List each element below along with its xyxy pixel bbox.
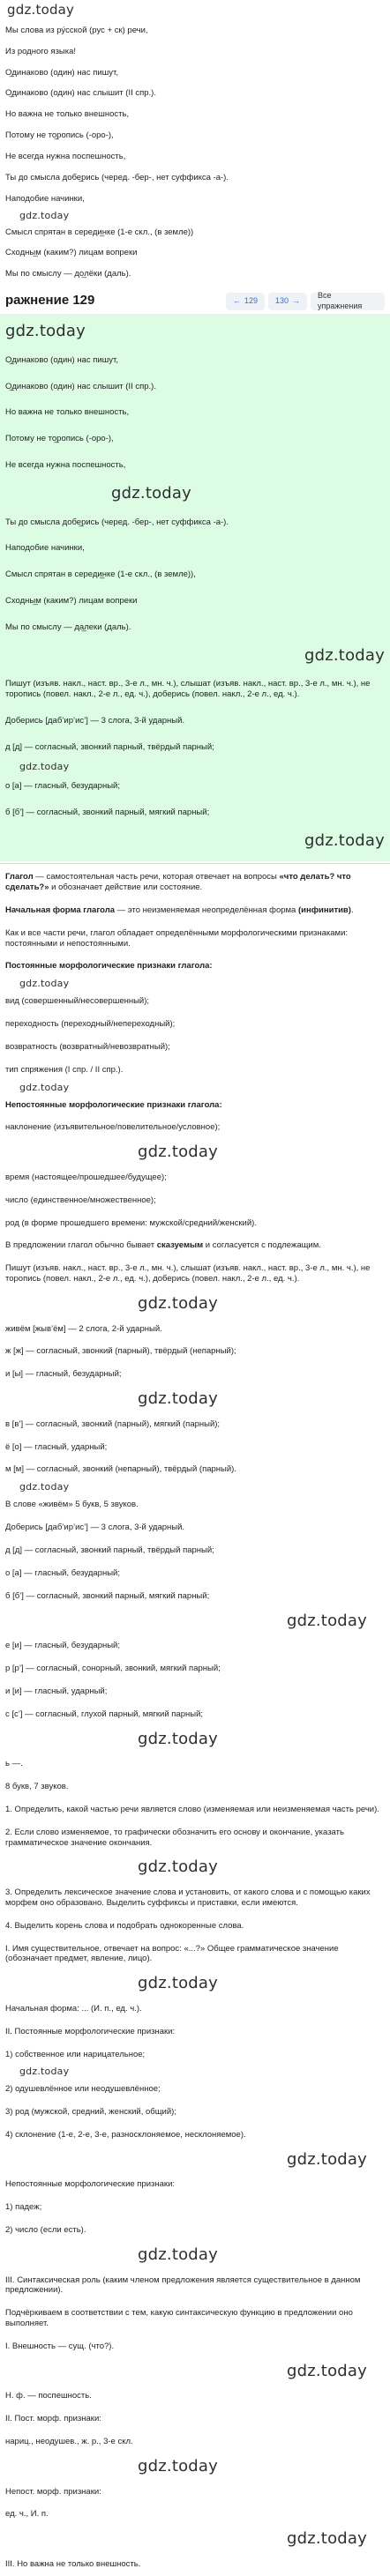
- watermark: gdz.today: [138, 1294, 219, 1313]
- answer-line: Пишут (изъяв. накл., наст. вр., 3-е л., мн. ч.), слышат (изъяв. накл., наст. вр., 3-е л., мн. ч.), не торопись (повел. накл., 2-е л., ед. ч.), доберись (повел. накл., 2-е л., ед. ч.).: [5, 679, 371, 700]
- body-line: в [в’] — согласный, звонкий (парный), мягкий (парный);: [5, 1418, 221, 1429]
- body-line: ед. ч., И. п.: [5, 2509, 49, 2520]
- body-line: 2) одушевлённое или неодушевлённое;: [5, 2084, 161, 2095]
- answer-line: д [д] — согласный, звонкий парный, твёрдый парный;: [5, 742, 214, 752]
- body-line: Непостоянные морфологические признаки:: [5, 2179, 176, 2190]
- body-line: III. Но важна не только внешность.: [5, 2558, 141, 2569]
- body-line: нариц., неодушев., ж. р., 3-е скл.: [5, 2437, 133, 2447]
- watermark: gdz.today: [286, 1611, 367, 1630]
- body-line: б [б’] — согласный, звонкий парный, мягкий парный;: [5, 1590, 210, 1601]
- body-line: вид (совершенный/несовершенный);: [5, 996, 150, 1007]
- watermark: gdz.today: [19, 760, 70, 772]
- answer-line: О̲динаково (один) нас пишут,: [5, 354, 118, 365]
- body-line: 4. Выделить корень слова и подобрать однокоренные слова.: [5, 1920, 244, 1931]
- poem-line: Из родного языка!: [5, 46, 77, 56]
- watermark-logo: gdz.today: [7, 2, 75, 18]
- body-line: Доберись [даб’ир’ис’] — 3 слога, 3-й ударный.: [5, 1523, 185, 1532]
- next-exercise-label: 130: [274, 296, 289, 305]
- body-line: о [а] — гласный, безударный;: [5, 1567, 120, 1578]
- watermark: gdz.today: [138, 2245, 219, 2264]
- body-line: возвратность (возвратный/невозвратный);: [5, 1041, 170, 1052]
- body-line: II. Постоянные морфологические признаки:: [5, 2026, 176, 2036]
- body-line: с [с’] — согласный, глухой парный, мягкий парный;: [5, 1709, 204, 1719]
- body-line: и [ы] — гласный, безударный;: [5, 1369, 122, 1380]
- answer-panel: [0, 315, 390, 861]
- body-line: Н. ф. — поспешность.: [5, 2391, 92, 2401]
- body-line: 1) падеж;: [5, 2202, 42, 2213]
- body-line: Постоянные морфологические признаки глагола:: [5, 961, 213, 972]
- body-line: I. Внешность — сущ. (что?).: [5, 2341, 115, 2351]
- answer-line: Смысл спрятан в середи̲нке (1-е скл., (в земле)),: [5, 570, 196, 580]
- poem-line: Не всегда нужна поспешность,: [5, 152, 126, 161]
- body-line: 3. Определить лексическое значение слова и установить, от какого слова и с помощью каких морфем оно образовано. Выделить суффиксы и приставки, если имеются.: [5, 1887, 371, 1908]
- body-line: В предложении глагол обычно бывает сказуемым и согласуется с подлежащим.: [5, 1240, 321, 1251]
- body-line: 2) число (если есть).: [5, 2225, 86, 2236]
- watermark: gdz.today: [286, 2149, 367, 2169]
- watermark: gdz.today: [138, 2457, 219, 2475]
- body-line: тип спряжения (I спр. / II спр.).: [5, 1064, 124, 1075]
- prev-exercise-button[interactable]: [226, 293, 265, 310]
- body-line: 3) род (мужской, средний, женский, общий);: [5, 2107, 176, 2118]
- divider: [0, 863, 390, 864]
- body-line: III. Синтаксическая роль (каким членом предложения является существительное в данном предложении).: [5, 2274, 361, 2296]
- watermark: gdz.today: [138, 1729, 219, 1748]
- body-line: Начальная форма глагола — это неизменяемая неопределённая форма (инфинитив).: [5, 905, 354, 915]
- body-line: наклонение (изъявительное/повелительное/условное);: [5, 1122, 221, 1133]
- body-line: Непост. морф. признаки:: [5, 2486, 101, 2497]
- body-line: I. Имя существительное, отвечает на вопрос: «...?» Общее грамматическое значение (обозначает предмет, явление, лицо).: [5, 1943, 339, 1964]
- poem-line: Потому не то̲ропись (-оро-),: [5, 130, 114, 141]
- all-exercises-button[interactable]: Все упражнения: [311, 293, 385, 310]
- watermark: gdz.today: [5, 322, 86, 341]
- theory-section: [5, 866, 385, 2576]
- next-exercise-button[interactable]: [268, 293, 307, 310]
- watermark: gdz.today: [19, 1481, 70, 1493]
- answer-line: Ты до смысла добе̲рись (черед. -бер-, нет суффикса -а-).: [5, 517, 229, 527]
- watermark: gdz.today: [19, 978, 70, 990]
- poem-line: Сходны̲м (каким?) лицам вопреки: [5, 248, 138, 258]
- poem-line: О̲динаково (один) нас пишут,: [5, 67, 118, 78]
- poem-block: [5, 20, 385, 285]
- body-line: 1) собственное или нарицательное;: [5, 2049, 146, 2059]
- body-line: 2. Если слово изменяемое, то графически обозначить его основу и окончание, указать грамматическое значение окончания.: [5, 1827, 344, 1848]
- body-line: ё [о] — гласный, ударный;: [5, 1441, 108, 1452]
- answer-line: Сходны̲м (каким?) лицам вопреки: [5, 596, 138, 607]
- watermark: gdz.today: [304, 830, 385, 850]
- body-line: 1. Определить, какой частью речи является слово (изменяемая или неизменяемая часть речи).: [5, 1804, 379, 1814]
- watermark: gdz.today: [19, 1081, 70, 1093]
- body-line: живём [жыв’ём] — 2 слога, 2-й ударный.: [5, 1323, 162, 1334]
- watermark: gdz.today: [286, 2529, 367, 2549]
- body-line: р [р’] — согласный, сонорный, звонкий, мягкий парный;: [5, 1663, 221, 1673]
- body-line: Глагол — самостоятельная часть речи, которая отвечает на вопросы «что делать? что сделать?» и обозначает действие или состояние.: [5, 872, 351, 892]
- watermark: gdz.today: [19, 209, 70, 221]
- body-line: переходность (переходный/непереходный);: [5, 1019, 176, 1029]
- body-line: и [и] — гласный, ударный;: [5, 1686, 108, 1696]
- poem-line: Смысл спрятан в середи̲нке (1-е скл., (в земле)): [5, 227, 194, 237]
- body-line: В слове «живём» 5 букв, 5 звуков.: [5, 1500, 139, 1510]
- poem-line: Но важна не только внешность,: [5, 109, 130, 120]
- body-line: ь —.: [5, 1759, 23, 1768]
- answer-line: Потому не то̲ропись (-оро-),: [5, 434, 114, 444]
- poem-line: Наподобие начинки,: [5, 193, 85, 204]
- body-line: м [м] — согласный, звонкий (непарный), твёрдый (парный).: [5, 1464, 236, 1475]
- body-line: время (настоящее/прошедшее/будущее);: [5, 1172, 167, 1182]
- watermark: gdz.today: [138, 1858, 219, 1877]
- answer-line: Наподобие начинки,: [5, 543, 85, 554]
- watermark: gdz.today: [111, 484, 192, 503]
- prev-exercise-label: 129: [244, 296, 258, 305]
- body-line: д [д] — согласный, звонкий парный, твёрдый парный;: [5, 1545, 214, 1555]
- poem-line: О̲динаково (один) нас слышит (II спр.).: [5, 88, 156, 99]
- answer-line: Но важна не только внешность,: [5, 407, 130, 418]
- exercise-title: ражнение 129: [5, 293, 95, 309]
- answer-line: О̲динаково (один) нас слышит (II спр.).: [5, 381, 156, 391]
- body-line: Непостоянные морфологические признаки глагола:: [5, 1099, 222, 1110]
- watermark: gdz.today: [286, 2361, 367, 2380]
- watermark: gdz.today: [138, 1143, 219, 1162]
- watermark: gdz.today: [19, 2066, 70, 2078]
- poem-line: Ты до смысла добе̲рись (черед. -бер-, нет суффикса -а-).: [5, 172, 229, 182]
- poem-line: Мы по смыслу — до̲лёки (даль).: [5, 269, 131, 279]
- answer-line: Мы по смыслу — да̲леки (даль).: [5, 622, 131, 632]
- answer-line: б [б’] — согласный, звонкий парный, мягкий парный;: [5, 807, 210, 817]
- arrow-right-icon: →: [292, 296, 300, 305]
- watermark: gdz.today: [304, 645, 385, 665]
- body-line: Подчёркиваем в соответствии с тем, какую синтаксическую функцию в предложении оно выполняет.: [5, 2308, 353, 2329]
- answer-line: Доберись [даб’ир’ис’] — 3 слога, 3-й ударный.: [5, 716, 185, 726]
- body-line: Начальная форма: ... (И. п., ед. ч.).: [5, 2003, 142, 2014]
- body-line: Как и все части речи, глагол обладает определёнными морфологическими признаками: постоянными и непостоянными.: [5, 927, 349, 949]
- body-line: е [и] — гласный, безударный;: [5, 1641, 121, 1650]
- arrow-left-icon: ←: [232, 296, 241, 305]
- answer-line: Не всегда нужна поспешность,: [5, 460, 126, 471]
- poem-line: Мы слова из ру́сской (рус + ск) речи,: [5, 25, 148, 35]
- body-line: число (единственное/множественное);: [5, 1195, 156, 1205]
- body-line: Пишут (изъяв. накл., наст. вр., 3-е л., мн. ч.), слышат (изъяв. накл., наст. вр., 3-е л., мн. ч.), не торопись (повел. накл., 2-е л., ед. ч.), доберись (повел. накл., 2-е л., ед. ч.).: [5, 1263, 371, 1284]
- answer-line: о [а] — гласный, безударный;: [5, 780, 120, 791]
- body-line: 4) склонение (1-е, 2-е, 3-е, разносклоняемое, несклоняемое).: [5, 2130, 246, 2140]
- watermark: gdz.today: [138, 1974, 219, 1993]
- body-line: род (в форме прошедшего времени: мужской/средний/женский).: [5, 1217, 257, 1228]
- body-line: ж [ж] — согласный, звонкий (парный), твёрдый (непарный);: [5, 1346, 236, 1357]
- body-line: 8 букв, 7 звуков.: [5, 1781, 69, 1791]
- exercise-nav: [226, 293, 385, 310]
- watermark: gdz.today: [138, 1389, 219, 1409]
- exercise-header: [0, 288, 390, 315]
- body-line: II. Пост. морф. признаки:: [5, 2414, 101, 2424]
